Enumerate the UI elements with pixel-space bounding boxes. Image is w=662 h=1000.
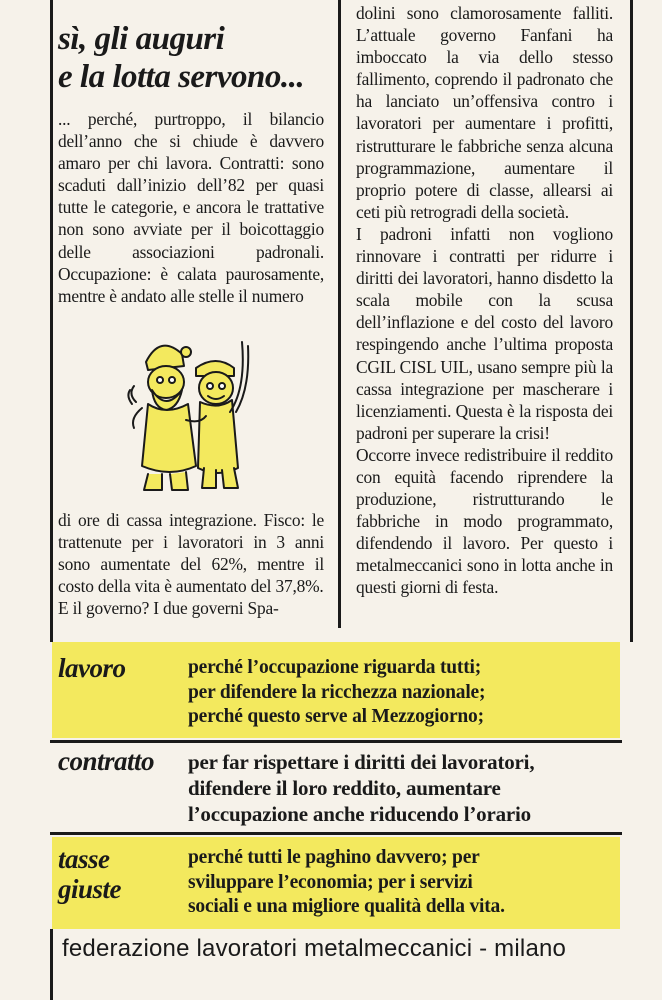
- band-contratto-line-1: per far rispettare i diritti dei lavoratori,: [188, 750, 535, 774]
- right-border-rule: [630, 0, 633, 642]
- left-border-rule: [50, 0, 53, 642]
- band-contratto-line-3: l’occupazione anche riducendo l’orario: [188, 802, 531, 826]
- right-paragraph-2: I padroni infatti non vogliono rinnovare i contratti per ridurre i diritti dei lavoratori, hanno disdetto la scala mobile con la scusa dell’inflazione e del costo del lavoro respingendo anche l’ultima proposta CGIL CISL UIL, usano sempre più la cassa integrazione per mascherare i licenziamenti. Questa è la risposta dei padroni per superare la crisi!: [356, 223, 613, 443]
- left-column-top: [58, 108, 324, 307]
- title-line-1: sì, gli auguri: [58, 21, 225, 57]
- band-lavoro-key: lavoro: [58, 653, 126, 683]
- band-tasse-key-line-2: giuste: [58, 874, 122, 904]
- title-line-2: e la lotta servono...: [58, 59, 305, 95]
- band-divider-top: [50, 740, 622, 743]
- left-top-paragraph: ... perché, purtroppo, il bilancio dell’anno che si chiude è davvero amaro per chi lavora. Contratti: sono scaduti dall’inizio dell’82 per quasi tutte le categorie, e ancora le trattative non sono avviate per il boicottaggio delle associazioni padronali. Occupazione: è calata paurosamente, mentre è andato alle stelle il numero: [58, 109, 324, 306]
- band-tasse-key-line-1: tasse: [58, 844, 110, 874]
- footer-organization: federazione lavoratori metalmeccanici - milano: [62, 935, 567, 962]
- right-paragraph-3: Occorre invece redistribuire il reddito con equità facendo riprendere la produzione, ristrutturando le fabbriche in modo programmato, difendendo il lavoro. Per questo i metalmeccanici sono in lotta anche in questi giorni di festa.: [356, 444, 613, 598]
- band-lavoro-line-3: perché questo serve al Mezzogiorno;: [188, 706, 484, 727]
- band-tasse-giuste: [52, 837, 620, 929]
- left-column-bottom: [58, 509, 324, 619]
- footer-left-rule: [50, 929, 53, 1000]
- two-celebrating-workers-cartoon-icon: [126, 328, 252, 498]
- band-lavoro-text: [188, 642, 620, 738]
- band-tasse-line-3: sociali e una migliore qualità della vita.: [188, 896, 505, 917]
- band-divider-bottom: [50, 832, 622, 835]
- right-column: [356, 2, 613, 599]
- band-contratto-text: [188, 744, 620, 832]
- band-tasse-key: [52, 837, 188, 929]
- band-tasse-text: [188, 837, 620, 929]
- band-tasse-line-1: perché tutti le paghino davvero; per: [188, 847, 480, 868]
- right-paragraph-1: dolini sono clamorosamente falliti. L’attuale governo Fanfani ha imboccato la via dello stesso fallimento, coprendo il padronato che ha lanciato un’offensiva contro i lavoratori per aumentare i profitti, ristrutturare le fabbriche senza alcuna programmazione, aumentare il proprio potere di classe, allearsi ai ceti più retrogradi della società.: [356, 3, 613, 222]
- band-lavoro-line-2: per difendere la ricchezza nazionale;: [188, 681, 486, 703]
- left-bottom-paragraph-1: di ore di cassa integrazione. Fisco: le trattenute per i lavoratori in 3 anni sono aumentate del 62%, mentre il costo della vita è aumentato del 37,8%.: [58, 510, 324, 597]
- page-title: [58, 20, 328, 96]
- band-tasse-line-2: sviluppare l’economia; per i servizi: [188, 871, 473, 893]
- left-bottom-paragraph-2: E il governo? I due governi Spa-: [58, 598, 279, 619]
- band-lavoro-line-1: perché l’occupazione riguarda tutti;: [188, 657, 482, 678]
- band-contratto-line-2: difendere il loro reddito, aumentare: [188, 776, 501, 800]
- band-contratto-key: contratto: [58, 746, 155, 776]
- band-lavoro: [52, 642, 620, 738]
- band-contratto: [52, 744, 620, 832]
- column-divider-rule: [338, 0, 341, 628]
